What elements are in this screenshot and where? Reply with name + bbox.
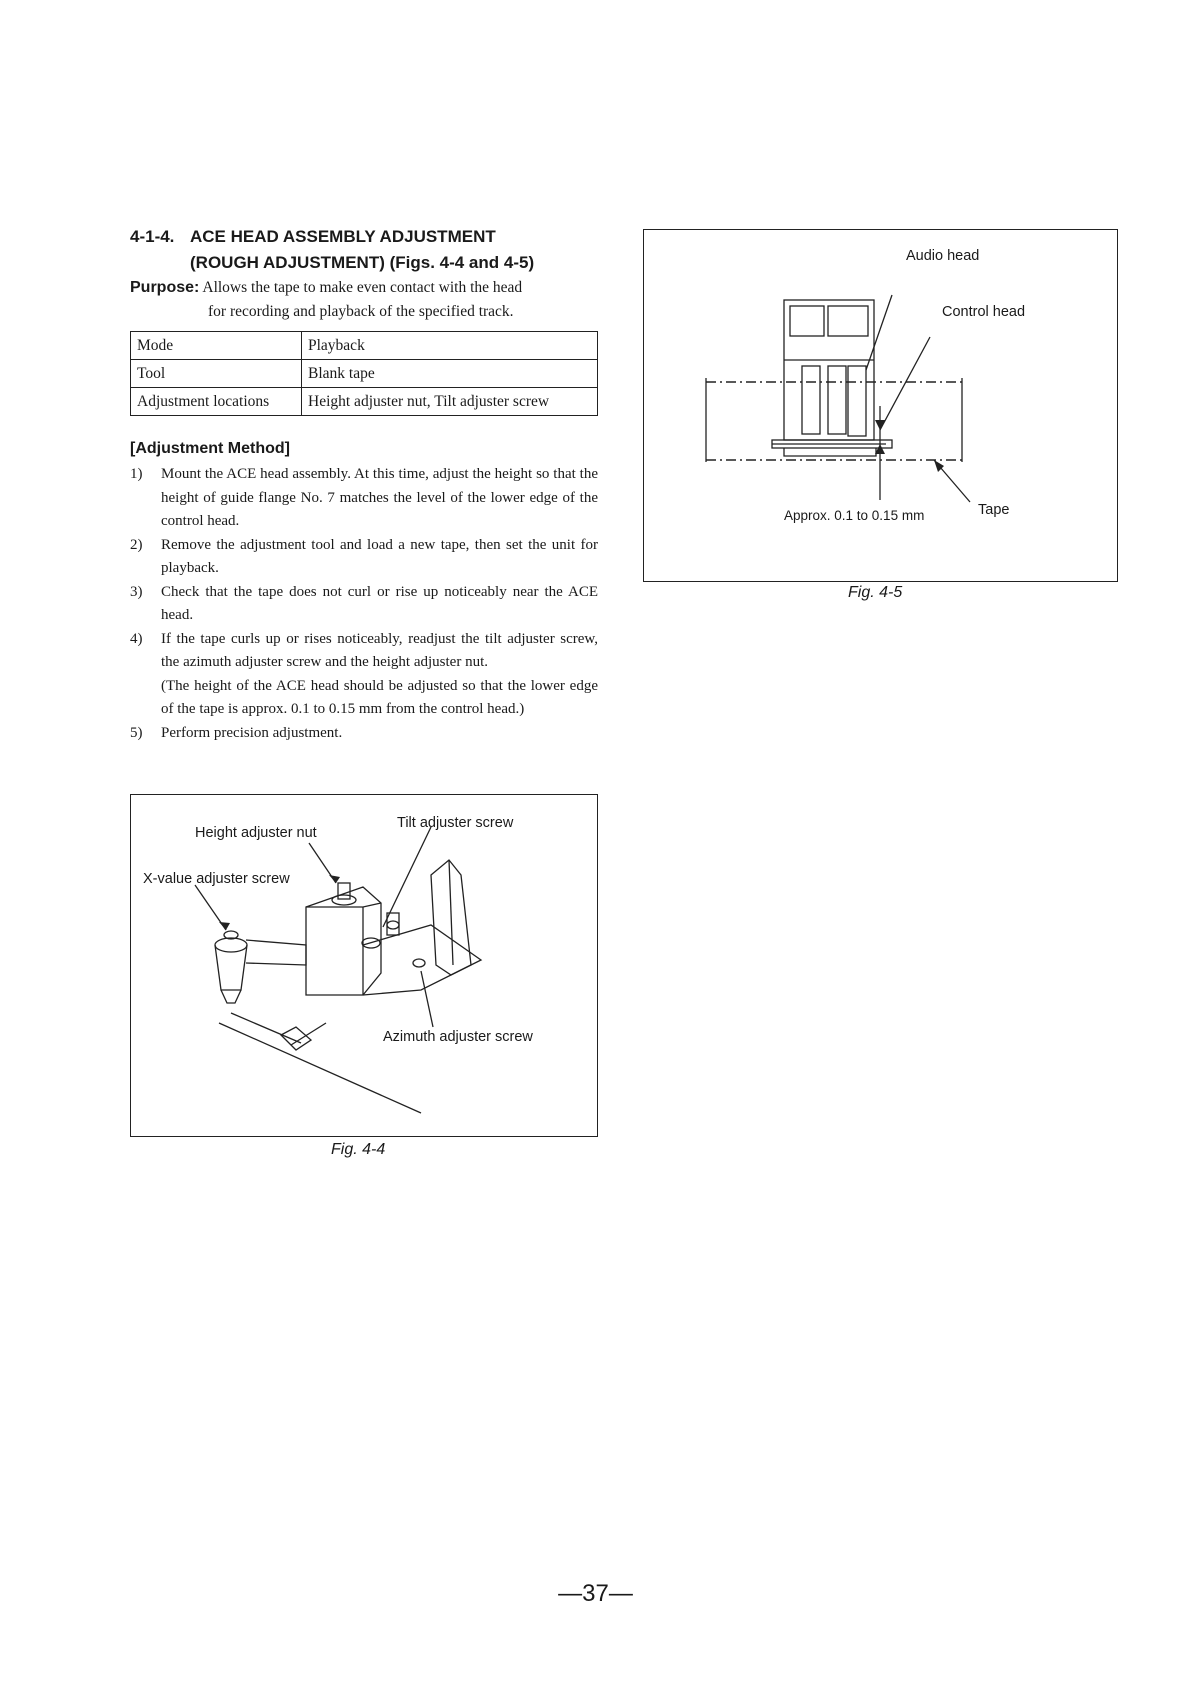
section-title-line1: ACE HEAD ASSEMBLY ADJUSTMENT [190,227,496,246]
table-cell-key: Mode [131,332,302,360]
purpose-label: Purpose: [130,279,200,296]
label-control-head: Control head [942,304,1026,320]
table-cell-key: Tool [131,360,302,388]
label-tape: Tape [978,502,1010,518]
table-cell-value: Height adjuster nut, Tilt adjuster screw [302,388,598,416]
list-item [130,463,598,534]
purpose-text-line2: for recording and playback of the specified track. [208,303,514,320]
section-heading [130,224,534,276]
step-text: Check that the tape does not curl or rise up noticeably near the ACE head. [161,583,598,623]
purpose-text-line1: Allows the tape to make even contact with the head [202,279,523,296]
label-x-value-adjuster-screw: X-value adjuster screw [143,871,290,887]
figure-4-4-caption: Fig. 4-4 [331,1141,386,1158]
list-item [130,722,598,746]
figure-4-5-caption: Fig. 4-5 [848,584,903,601]
adjustment-spec-table [130,331,598,416]
list-item [130,628,598,722]
page-number: —37— [558,1580,633,1607]
table-cell-value: Playback [302,332,598,360]
figure-4-4 [130,794,598,1137]
method-steps [130,463,598,745]
table-cell-key: Adjustment locations [131,388,302,416]
section-number: 4-1-4. [130,227,175,246]
head-tape-diagram [644,230,1117,581]
step-number: 3) [130,583,143,600]
figure-4-5 [643,229,1118,582]
step-text: If the tape curls up or rises noticeably, readjust the tilt adjuster screw, the azimuth adjuster screw and the height adjuster nut. [161,630,598,670]
label-tilt-adjuster-screw: Tilt adjuster screw [397,815,514,831]
method-heading: [Adjustment Method] [130,440,290,457]
step-number: 5) [130,724,143,741]
label-azimuth-adjuster-screw: Azimuth adjuster screw [383,1029,533,1045]
step-number: 4) [130,630,143,647]
purpose-paragraph [130,276,598,324]
table-row [131,332,598,360]
label-audio-head: Audio head [906,248,980,264]
step-text: Mount the ACE head assembly. At this time, adjust the height so that the height of guide flange No. 7 matches the level of the lower edge of the control head. [161,466,598,529]
table-row [131,388,598,416]
table-cell-value: Blank tape [302,360,598,388]
step-text: Perform precision adjustment. [161,724,343,741]
label-approx-gap: Approx. 0.1 to 0.15 mm [784,508,925,523]
step-note: (The height of the ACE head should be adjusted so that the lower edge of the tape is approx. 0.1 to 0.15 mm from the control head.) [161,677,598,717]
step-number: 2) [130,536,143,553]
step-text: Remove the adjustment tool and load a new tape, then set the unit for playback. [161,536,598,576]
list-item [130,534,598,581]
step-number: 1) [130,466,143,482]
table-row [131,360,598,388]
label-height-adjuster-nut: Height adjuster nut [195,825,317,841]
list-item [130,581,598,628]
ace-head-assembly-drawing [131,795,597,1136]
section-title-line2: (ROUGH ADJUSTMENT) (Figs. 4-4 and 4-5) [190,253,535,272]
